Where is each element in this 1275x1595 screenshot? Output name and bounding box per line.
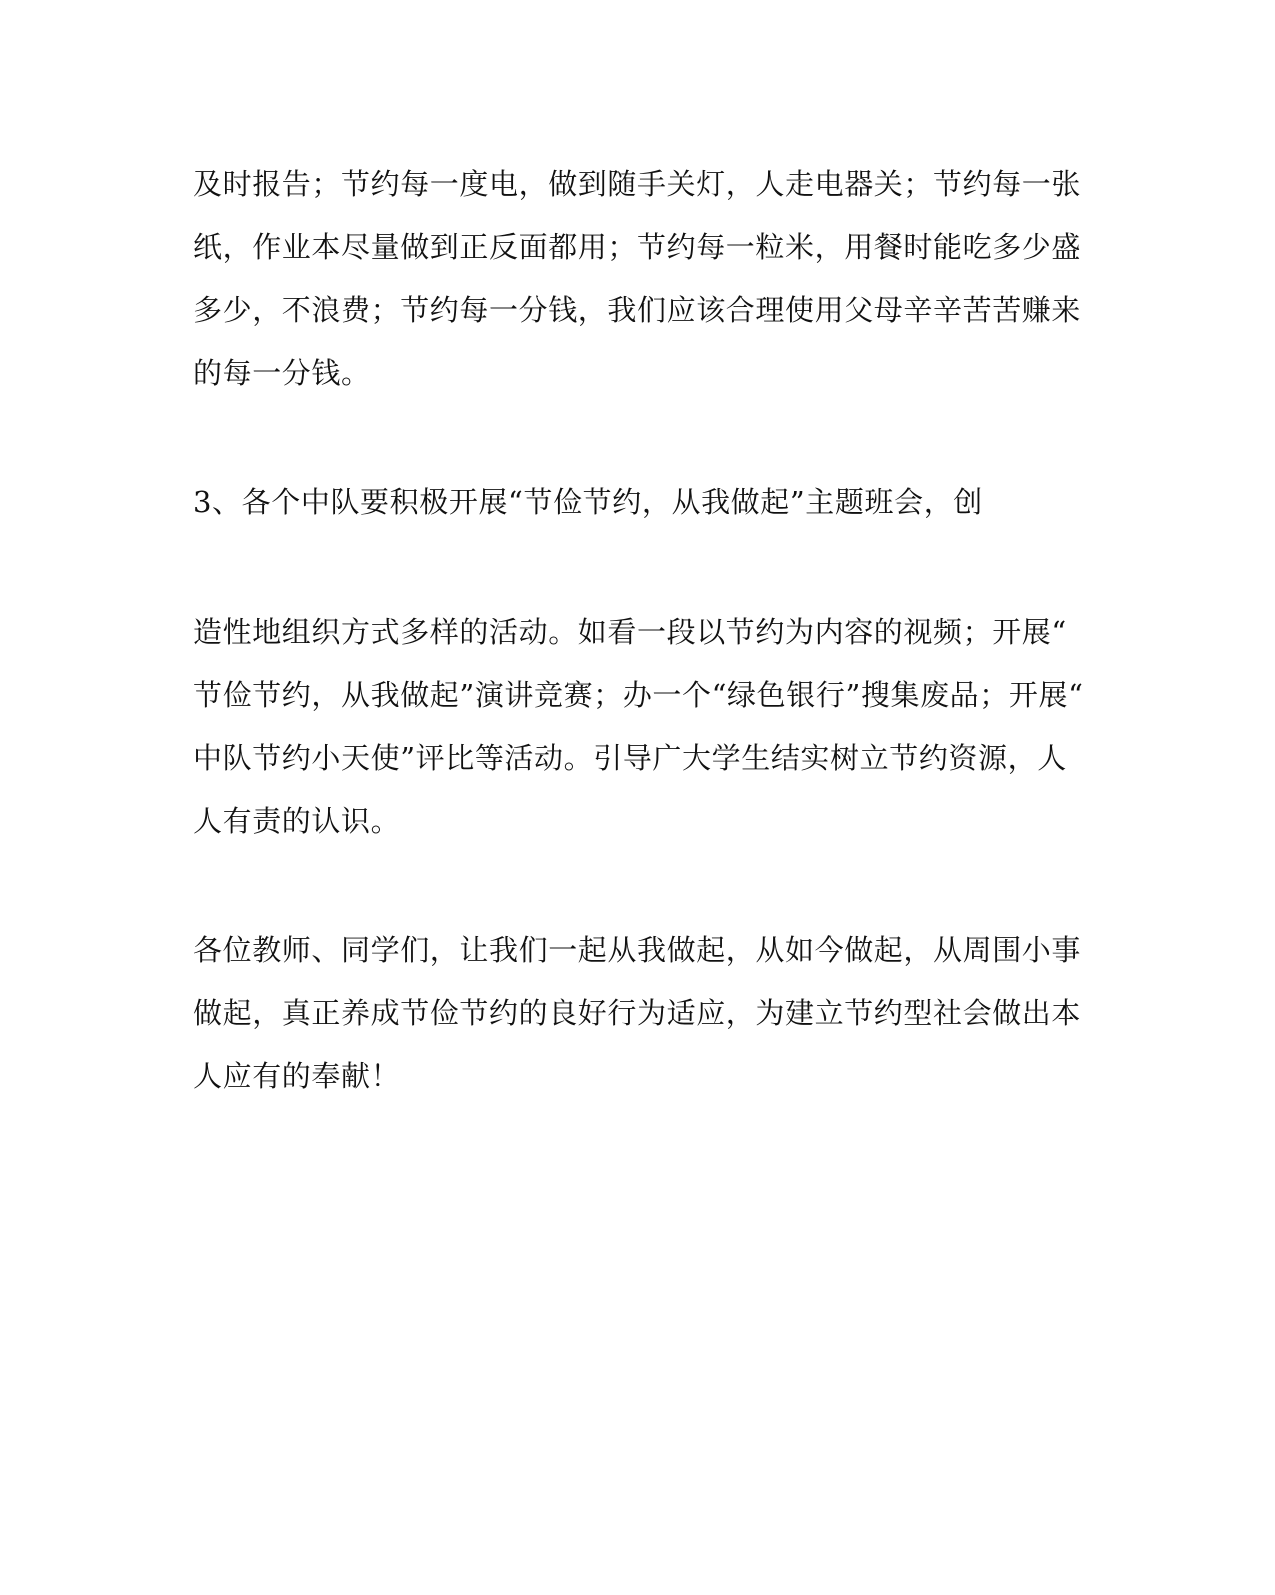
paragraph-4-line-3: 人应有的奉献！ — [193, 1059, 401, 1093]
paragraph-3-line-3: 中队节约小天使”评比等活动。引导广大学生结实树立节约资源，人 — [193, 741, 1067, 775]
paragraph-3-line-4: 人有责的认识。 — [193, 804, 401, 838]
paragraph-3-line-1: 造性地组织方式多样的活动。如看一段以节约为内容的视频；开展“ — [193, 615, 1067, 649]
paragraph-3-line-2: 节俭节约，从我做起”演讲竞赛；办一个“绿色银行”搜集废品；开展“ — [193, 678, 1084, 712]
paragraph-1-line-4: 的每一分钱。 — [193, 356, 371, 390]
paragraph-4-line-2: 做起，真正养成节俭节约的良好行为适应，为建立节约型社会做出本 — [193, 996, 1082, 1030]
paragraph-1-line-3: 多少，不浪费；节约每一分钱，我们应该合理使用父母辛辛苦苦赚来 — [193, 293, 1082, 327]
paragraph-4-line-1: 各位教师、同学们，让我们一起从我做起，从如今做起，从周围小事 — [193, 933, 1082, 967]
paragraph-1-line-2: 纸，作业本尽量做到正反面都用；节约每一粒米，用餐时能吃多少盛 — [193, 230, 1082, 264]
paragraph-2-line-1: 3、各个中队要积极开展“节俭节约，从我做起”主题班会，创 — [193, 485, 983, 519]
paragraph-1-line-1: 及时报告；节约每一度电，做到随手关灯，人走电器关；节约每一张 — [193, 167, 1082, 201]
